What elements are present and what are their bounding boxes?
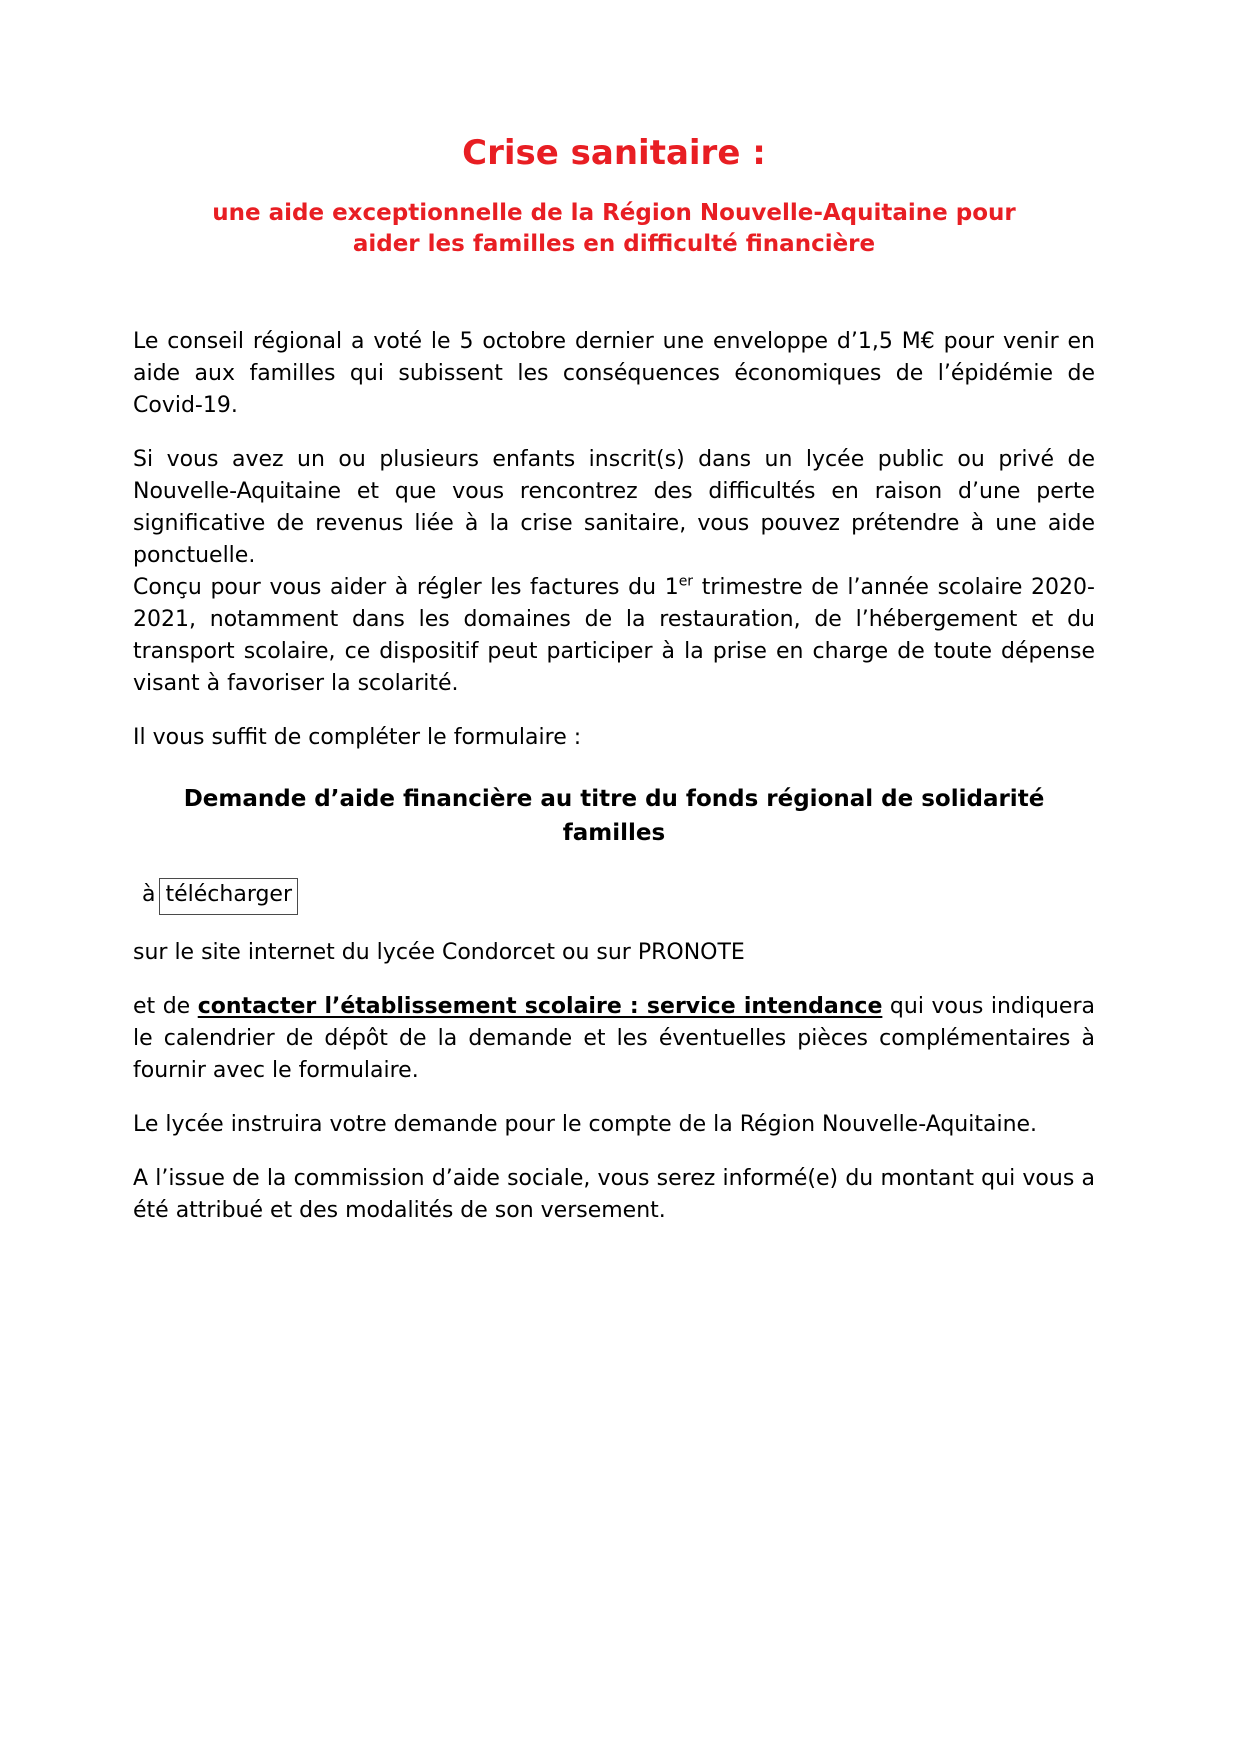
paragraph-scope	[133, 572, 1095, 700]
form-title-line-1: Demande d’aide financière au titre du fonds régional de solidarité	[183, 786, 1045, 812]
download-line	[133, 878, 1095, 915]
contact-suffix: qui vous indiquera le calendrier de dépôt de la demande et les éventuelles pièces complémentaires à fournir avec le formulaire.	[133, 994, 1095, 1083]
download-link[interactable]: télécharger	[159, 878, 298, 915]
paragraph-notification: A l’issue de la commission d’aide sociale, vous serez informé(e) du montant qui vous a été attribué et des modalités de son versement.	[133, 1166, 1095, 1223]
paragraph-eligibility: Si vous avez un ou plusieurs enfants inscrit(s) dans un lycée public ou privé de Nouvelle-Aquitaine et que vous rencontrez des difficultés en raison d’une perte significative de revenus liée à la crise sanitaire, vous pouvez prétendre à une aide ponctuelle.	[133, 447, 1095, 568]
scope-text-after: trimestre de l’année scolaire 2020-2021, notamment dans les domaines de la restauration, de l’hébergement et du transport scolaire, ce dispositif peut participer à la prise en charge de toute dépense visant à favoriser la scolarité.	[133, 575, 1095, 696]
ordinal-superscript: er	[678, 573, 694, 590]
page-subtitle	[133, 198, 1095, 260]
form-title-line-2: familles	[562, 820, 666, 846]
subtitle-line-2: aider les familles en difficulté financière	[352, 231, 876, 257]
document-body	[133, 326, 1095, 1227]
paragraph-form-intro: Il vous suffit de compléter le formulaire :	[133, 725, 582, 750]
contact-prefix: et de	[133, 994, 198, 1019]
paragraph-funding: Le conseil régional a voté le 5 octobre dernier une enveloppe d’1,5 M€ pour venir en aide aux familles qui subissent les conséquences économiques de l’épidémie de Covid-19.	[133, 329, 1095, 418]
subtitle-line-1: une aide exceptionnelle de la Région Nouvelle-Aquitaine pour	[212, 200, 1016, 226]
paragraph-processing: Le lycée instruira votre demande pour le compte de la Région Nouvelle-Aquitaine.	[133, 1112, 1038, 1137]
page-title: Crise sanitaire :	[462, 133, 766, 173]
download-prefix: à	[142, 882, 156, 907]
scope-text-before: Conçu pour vous aider à régler les factures du 1	[133, 575, 679, 600]
contact-emphasis: contacter l’établissement scolaire : service intendance	[197, 994, 883, 1019]
paragraph-website: sur le site internet du lycée Condorcet ou sur PRONOTE	[133, 940, 745, 965]
form-title	[133, 782, 1095, 850]
paragraph-contact	[133, 991, 1095, 1087]
